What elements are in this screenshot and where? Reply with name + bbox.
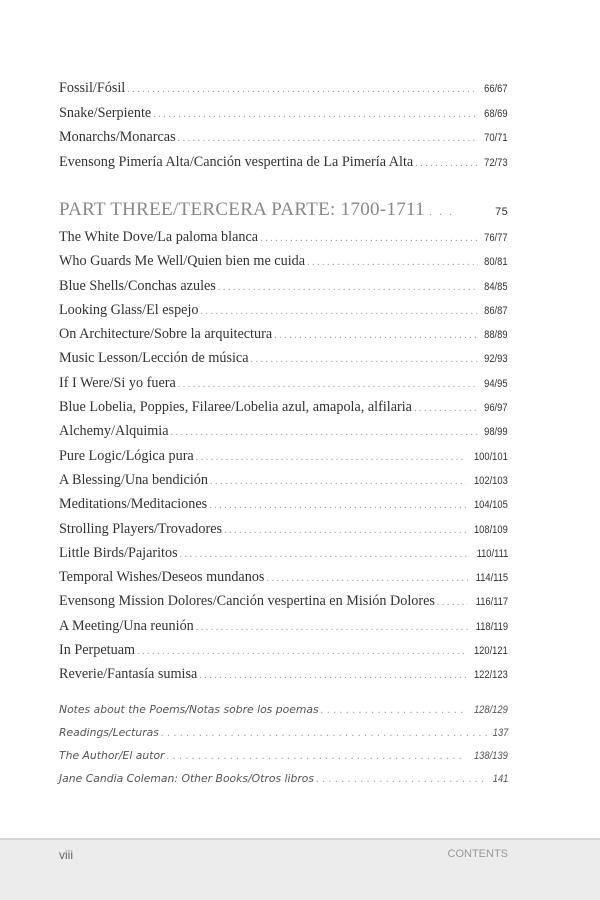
toc-entry [59,545,508,569]
dot-leader [210,476,466,487]
dot-leader [196,622,468,633]
part-title: PART THREE/TERCERA PARTE: 1700-1711 [59,199,425,220]
page-footer [0,838,600,900]
toc-entry [59,229,508,253]
entry-title: In Perpetuam [59,642,136,659]
entry-page: 122/123 [474,669,508,682]
entry-page: 102/103 [474,474,508,487]
dot-leader [201,306,479,317]
dot-leader [196,452,467,463]
entry-title: Readings/Lecturas [59,726,159,739]
entry-page: 88/89 [484,329,508,342]
entry-title: A Meeting/Una reunión [59,617,194,634]
entry-title: Alchemy/Alquimia [59,423,169,440]
toc-entry [59,618,508,642]
entry-title: The Author/El autor [59,749,165,762]
part-page: 75 [495,206,508,218]
entry-title: Who Guards Me Well/Quien bien me cuida [59,253,306,270]
dot-leader [251,354,479,365]
toc-entry [59,302,508,326]
dot-leader [178,379,479,390]
toc-entry [59,375,508,399]
entry-title: If I Were/Si yo fuera [59,374,176,391]
dot-leader [307,257,478,268]
entry-page: 68/69 [484,107,508,120]
entry-title: On Architecture/Sobre la arquitectura [59,326,273,343]
entry-page: 70/71 [484,132,508,144]
toc-entry [59,278,508,302]
entry-title: Temporal Wishes/Deseos mundanos [59,569,265,586]
dot-leader [137,646,466,657]
entry-page: 128/129 [474,704,508,716]
dot-leader [266,573,467,584]
toc-entry [59,726,508,749]
entry-title: Strolling Players/Trovadores [59,520,223,537]
entry-title: Little Birds/Pajaritos [59,544,178,561]
toc-entry [59,569,508,593]
dot-leader [218,282,479,293]
entry-title: Evensong Pimería Alta/Canción vespertina de La Pimería Alta [59,153,414,170]
toc-section-part-three [59,229,508,691]
toc-entry [59,472,508,496]
entry-title: Fossil/Fósil [59,80,126,96]
dot-leader [437,597,468,608]
entry-page: 94/95 [484,377,508,390]
toc-section-back-matter [59,703,508,795]
entry-page: 92/93 [484,353,508,366]
dot-leader [167,751,467,762]
toc-entry [59,80,508,105]
dot-leader [274,330,478,341]
running-title: CONTENTS [447,848,508,860]
dot-leader [415,158,478,169]
dot-leader [178,133,479,144]
entry-page: 100/101 [474,450,508,463]
entry-page: 141 [492,773,508,785]
entry-title: Looking Glass/El espejo [59,301,199,318]
dot-leader [171,427,479,438]
entry-page: 76/77 [484,232,508,244]
entry-title: Blue Shells/Conchas azules [59,277,216,294]
entry-page: 72/73 [484,156,508,169]
entry-page: 120/121 [474,645,508,658]
dot-leader [321,705,467,716]
toc-entry [59,772,508,795]
entry-page: 137 [492,727,508,739]
toc-entry [59,521,508,545]
toc-entry [59,105,508,130]
entry-title: Snake/Serpiente [59,104,152,121]
entry-page: 118/119 [475,620,508,633]
dot-leader [260,233,478,244]
entry-page: 80/81 [484,256,508,269]
dot-leader [414,403,478,414]
entry-title: Pure Logic/Lógica pura [59,447,194,464]
toc-entry [59,593,508,617]
entry-title: Meditations/Meditaciones [59,496,208,513]
dot-leader [127,84,478,95]
dot-leader [199,670,466,681]
toc-entry [59,423,508,447]
part-three-heading [59,199,508,221]
dot-leader [209,500,466,511]
entry-page: 104/105 [474,499,508,512]
toc-entry [59,154,508,179]
dot-leader [224,525,466,536]
entry-title: Blue Lobelia, Poppies, Filaree/Lobelia azul, amapola, alfilaria [59,399,412,416]
entry-title: Notes about the Poems/Notas sobre los poemas [59,703,319,716]
entry-title: Music Lesson/Lección de música [59,350,249,367]
entry-page: 114/115 [475,572,508,585]
dot-leader [180,549,469,560]
entry-title: Evensong Mission Dolores/Canción vespertina en Misión Dolores [59,593,435,610]
dot-leader [153,109,478,120]
entry-page: 84/85 [484,280,508,293]
toc-entry [59,749,508,772]
toc-entry [59,703,508,726]
dot-leader [316,774,488,785]
toc-entry [59,326,508,350]
entry-page: 98/99 [484,426,508,439]
entry-page: 86/87 [484,304,508,317]
entry-title: Monarchs/Monarcas [59,129,176,145]
entry-page: 66/67 [484,83,508,95]
entry-page: 96/97 [484,402,508,415]
entry-page: 116/117 [475,596,508,609]
toc-entry [59,253,508,277]
entry-title: A Blessing/Una bendición [59,471,208,488]
toc-section-part-two-end [59,80,508,178]
toc-entry [59,350,508,374]
dot-leader [161,728,488,739]
page-number: viii [59,848,73,862]
entry-page: 108/109 [474,523,508,536]
toc-entry [59,129,508,154]
entry-title: The White Dove/La paloma blanca [59,229,259,245]
entry-page: 110/111 [476,547,508,560]
toc-entry [59,496,508,520]
entry-title: Reverie/Fantasía sumisa [59,666,198,683]
toc-entry [59,642,508,666]
toc-entry [59,448,508,472]
entry-page: 138/139 [474,750,508,762]
toc-entry [59,399,508,423]
toc-entry [59,666,508,690]
entry-title: Jane Candia Coleman: Other Books/Otros libros [59,772,315,785]
dot-leader: . . . [428,204,454,218]
